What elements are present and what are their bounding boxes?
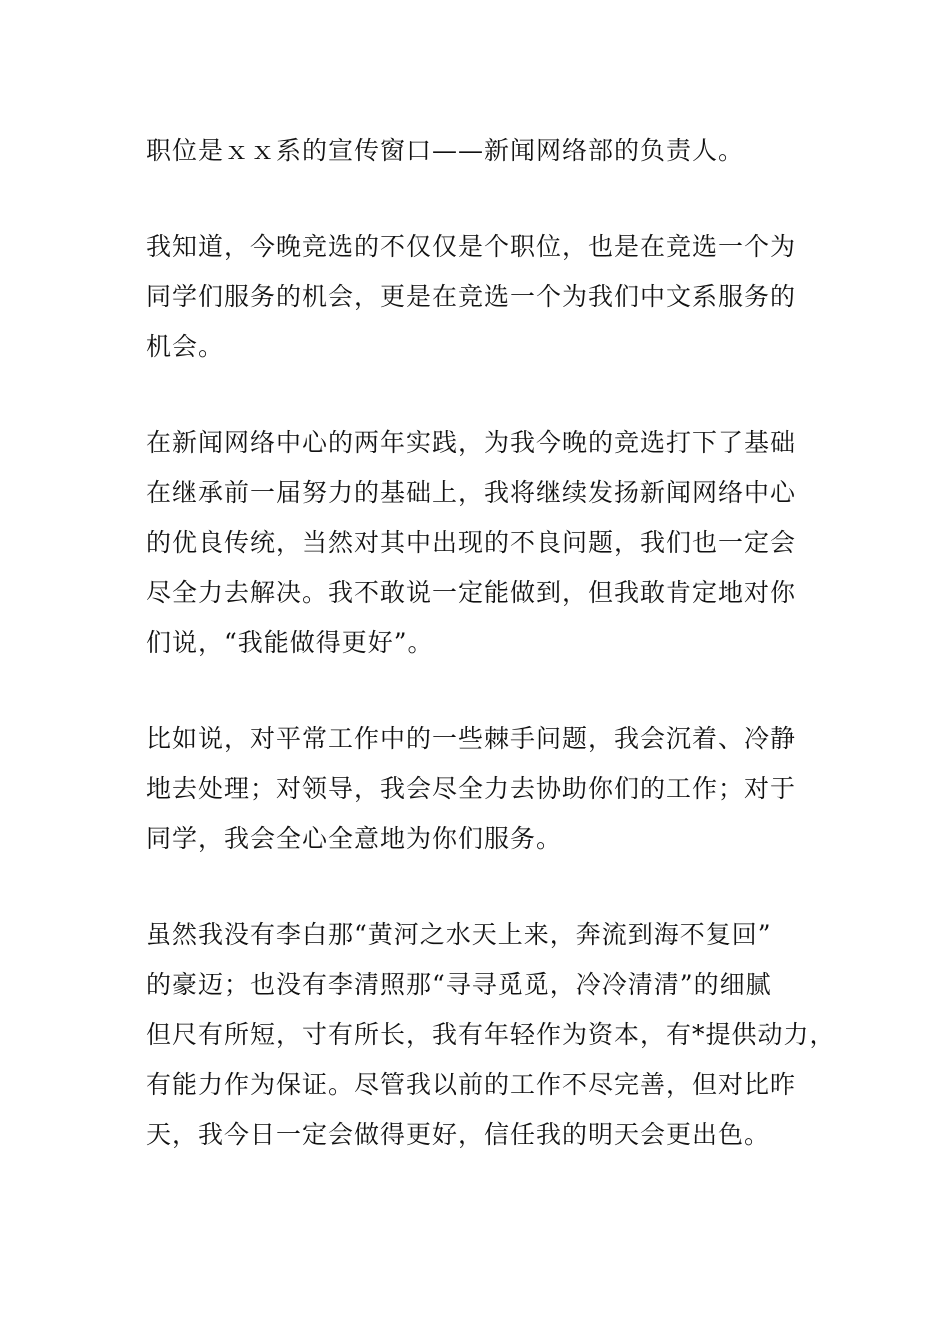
text-line: 们说，“我能做得更好”。 (146, 628, 434, 657)
text-line: 我知道，今晚竞选的不仅仅是个职位，也是在竞选一个为 (146, 232, 797, 261)
text-line: 同学们服务的机会，更是在竞选一个为我们中文系服务的 (146, 282, 797, 311)
text-line: 地去处理；对领导，我会尽全力去协助你们的工作；对于 (146, 774, 797, 803)
text-line: 比如说，对平常工作中的一些棘手问题，我会沉着、冷静 (146, 724, 797, 753)
text-line: 职位是ｘｘ系的宣传窗口——新闻网络部的负责人。 (146, 136, 745, 165)
text-line: 在继承前一届努力的基础上，我将继续发扬新闻网络中心 (146, 478, 797, 507)
text-line: 有能力作为保证。尽管我以前的工作不尽完善，但对比昨 (146, 1070, 797, 1099)
text-line: 在新闻网络中心的两年实践，为我今晚的竞选打下了基础 (146, 428, 797, 457)
text-line: 同学，我会全心全意地为你们服务。 (146, 824, 563, 853)
text-line: 但尺有所短，寸有所长，我有年轻作为资本，有*提供动力， (146, 1020, 836, 1049)
text-line: 天，我今日一定会做得更好，信任我的明天会更出色。 (146, 1120, 771, 1149)
text-line: 的豪迈；也没有李清照那“寻寻觅觅，冷冷清清”的细腻 (146, 970, 772, 999)
document-body (146, 126, 836, 1206)
paragraph-1 (146, 126, 836, 176)
text-line: 尽全力去解决。我不敢说一定能做到，但我敢肯定地对你 (146, 578, 797, 607)
paragraph-5 (146, 910, 836, 1160)
paragraph-2 (146, 222, 836, 372)
text-line: 的优良传统，当然对其中出现的不良问题，我们也一定会 (146, 528, 797, 557)
paragraph-3 (146, 418, 836, 668)
paragraph-4 (146, 714, 836, 864)
text-line: 机会。 (146, 332, 225, 361)
text-line: 虽然我没有李白那“黄河之水天上来，奔流到海不复回” (146, 920, 772, 949)
